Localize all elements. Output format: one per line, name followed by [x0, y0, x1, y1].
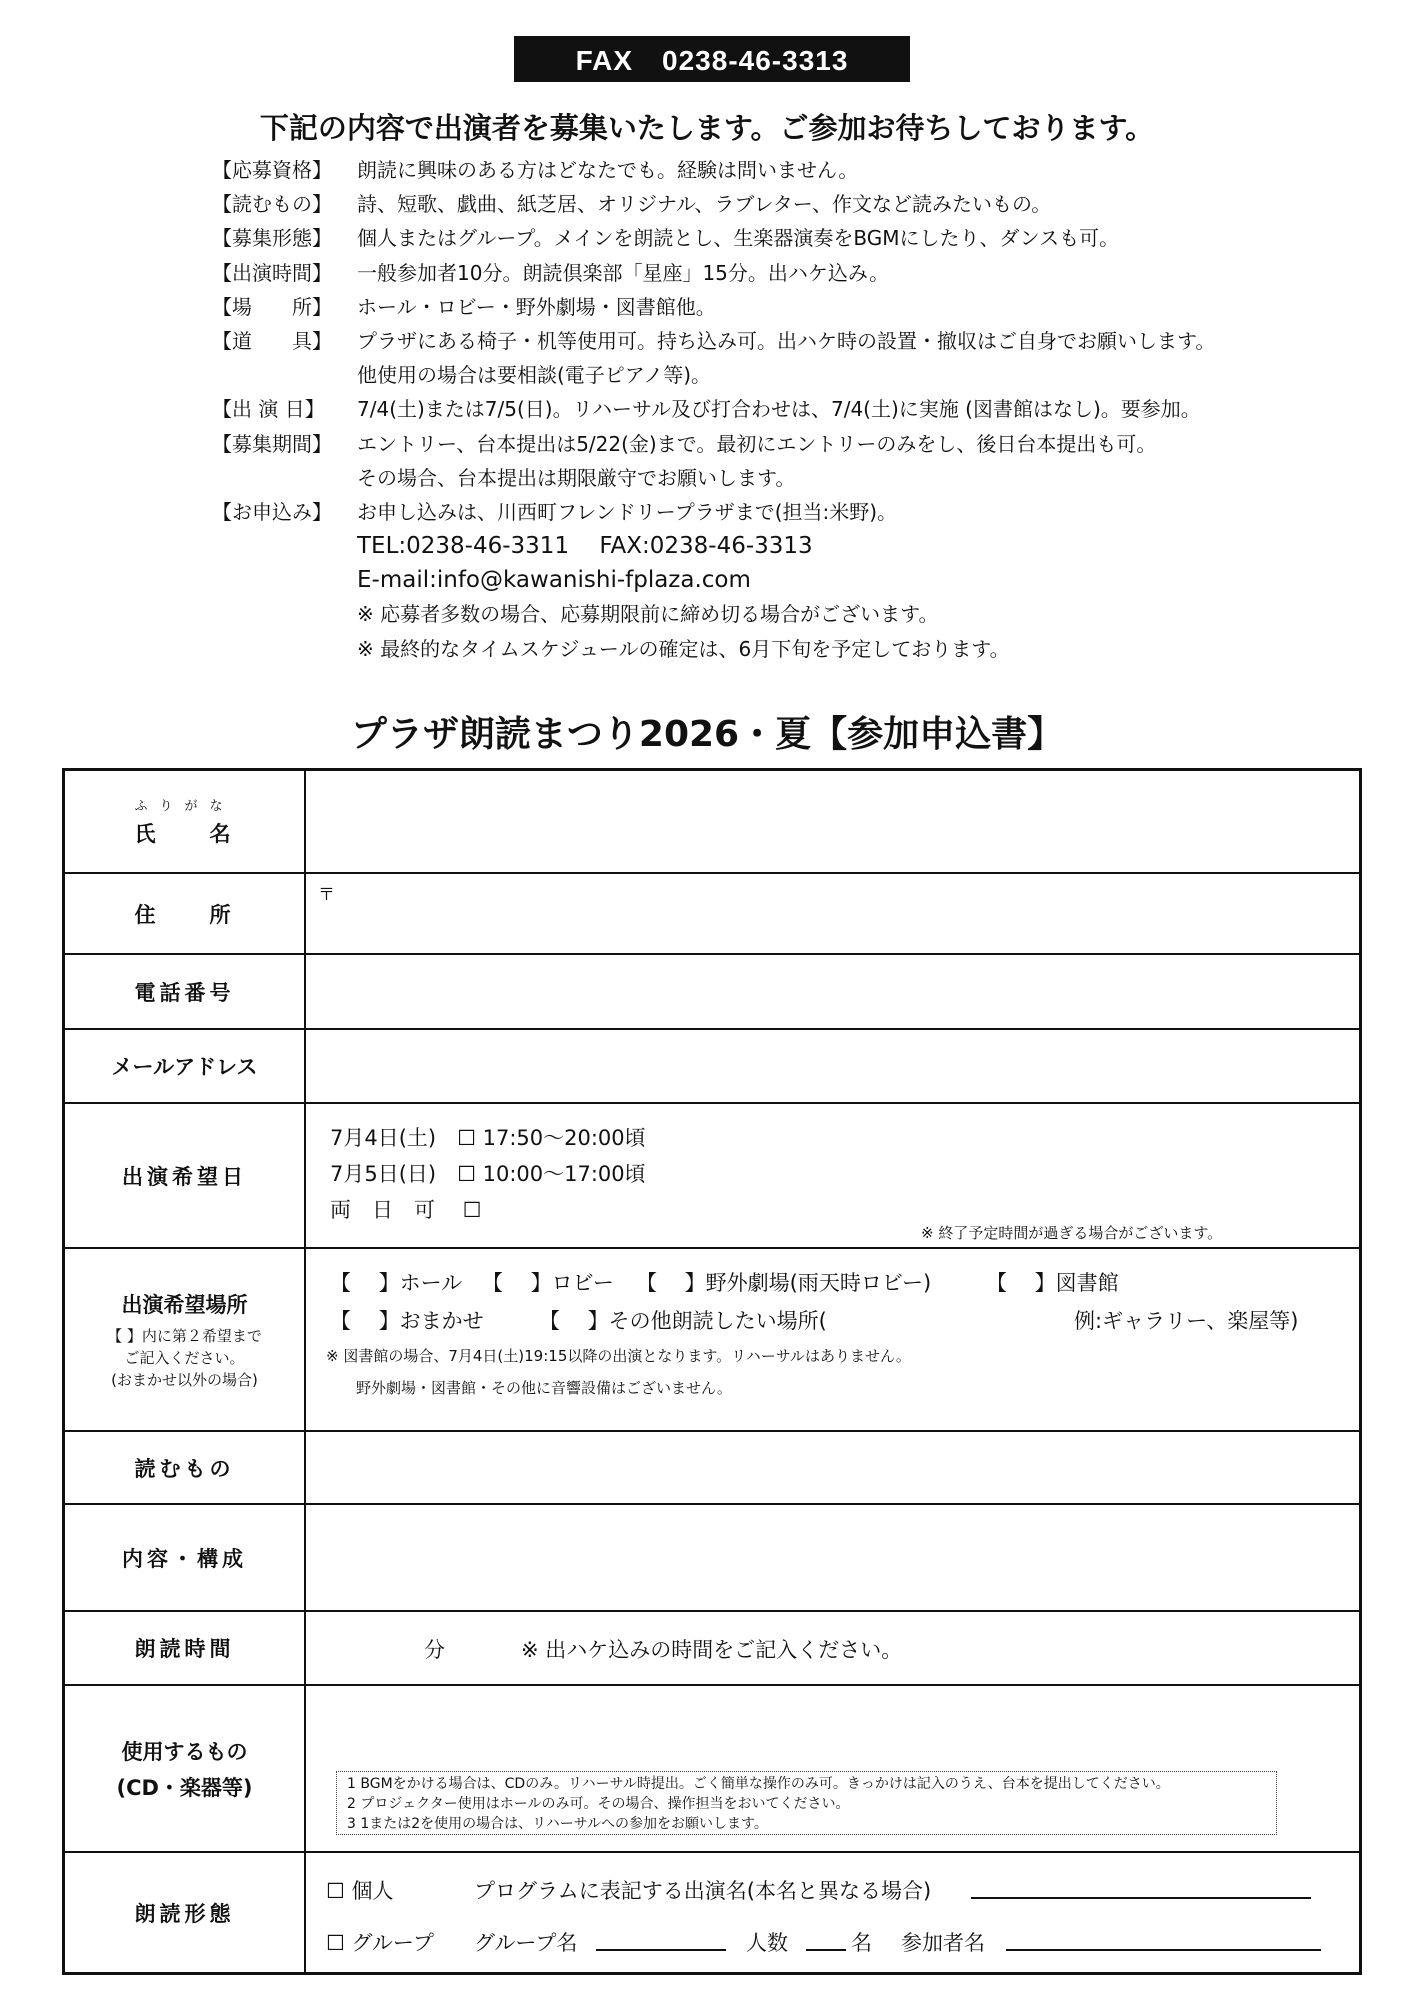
- venue-sub-3: (おまかせ以外の場合): [111, 1370, 258, 1389]
- info-label: [212, 529, 357, 563]
- equipment-note-3: 3 1または2を使用の場合は、リハーサルへの参加をお願いします。: [347, 1816, 768, 1832]
- info-text: E-mail:info@kawanishi-fplaza.com: [357, 567, 751, 594]
- venue-label-cell: [65, 1249, 306, 1432]
- info-line: [212, 461, 1215, 495]
- info-line: [212, 427, 1215, 461]
- info-line: [212, 221, 1215, 255]
- venue-hall[interactable]: 【 】ホール: [330, 1271, 463, 1295]
- style-label: 朗読形態: [65, 1853, 306, 1972]
- time-label: 朗読時間: [65, 1612, 306, 1686]
- info-label: 【場 所】: [212, 294, 332, 319]
- venue-note-1: ※ 図書館の場合、7月4日(土)19:15以降の出演となります。リハーサルはありません。: [326, 1347, 911, 1365]
- time-note: ※ 出ハケ込みの時間をご記入ください。: [521, 1638, 903, 1662]
- count-input[interactable]: [806, 1929, 846, 1951]
- info-text: ※ 最終的なタイムスケジュールの確定は、6月下旬を予定しております。: [357, 636, 1010, 661]
- info-text: エントリー、台本提出は5/22(金)まで。最初にエントリーのみをし、後日台本提出も可。: [357, 431, 1157, 456]
- info-label: [212, 358, 357, 392]
- info-label: 【道 具】: [212, 328, 332, 353]
- equipment-note-1: 1 BGMをかける場合は、CDのみ。リハーサル時提出。ごく簡単な操作のみ可。きっかけは記入のうえ、台本を提出してください。: [347, 1776, 1170, 1792]
- info-label: [212, 563, 357, 597]
- info-text: ※ 応募者多数の場合、応募期限前に締め切る場合がございます。: [357, 602, 939, 627]
- postal-mark: 〒: [318, 885, 335, 905]
- info-text: その場合、台本提出は期限厳守でお願いします。: [357, 465, 796, 490]
- info-label: [212, 597, 357, 631]
- info-line: [212, 563, 1215, 597]
- venue-other[interactable]: 【 】その他朗読したい場所(: [539, 1309, 827, 1333]
- info-line: [212, 187, 1215, 221]
- venue-note-2: 野外劇場・図書館・その他に音響設備はございません。: [356, 1379, 732, 1397]
- info-line: [212, 324, 1215, 358]
- info-text: お申し込みは、川西町フレンドリープラザまで(担当:米野)。: [357, 499, 898, 524]
- venue-options: [306, 1249, 1359, 1432]
- time-field[interactable]: [306, 1612, 1359, 1686]
- equipment-note-2: 2 プロジェクター使用はホールのみ可。その場合、操作担当をおいてください。: [347, 1796, 850, 1812]
- info-line: [212, 529, 1215, 563]
- date-option-jul5[interactable]: 7月5日(日) ☐ 10:00～17:00頃: [330, 1162, 646, 1186]
- name-label: 氏 名: [134, 822, 235, 846]
- info-text: 朗読に興味のある方はどなたでも。経験は問いません。: [357, 158, 859, 182]
- email-field[interactable]: [306, 1030, 1359, 1104]
- info-line: [212, 632, 1215, 666]
- venue-sub-1: 【 】内に第２希望まで: [107, 1326, 262, 1345]
- address-field[interactable]: [306, 874, 1359, 955]
- info-list: [212, 153, 1215, 666]
- info-label: 【お申込み】: [212, 499, 332, 524]
- equipment-sub: (CD・楽器等): [116, 1775, 253, 1800]
- info-line: [212, 597, 1215, 631]
- style-group-checkbox[interactable]: ☐ グループ: [326, 1931, 434, 1955]
- info-label: [212, 632, 357, 666]
- phone-field[interactable]: [306, 955, 1359, 1030]
- program-name-input[interactable]: [971, 1877, 1311, 1899]
- equipment-label: 使用するもの: [121, 1739, 248, 1764]
- name-field[interactable]: [306, 771, 1359, 874]
- info-label: [212, 461, 357, 495]
- date-label: 出演希望日: [65, 1104, 306, 1249]
- equipment-notes-box: [336, 1771, 1277, 1835]
- info-label: 【出 演 日】: [212, 397, 325, 422]
- application-form: [62, 768, 1362, 1975]
- venue-example: 例:ギャラリー、楽屋等): [1074, 1309, 1299, 1333]
- info-line: [212, 495, 1215, 529]
- content-field[interactable]: [306, 1505, 1359, 1612]
- info-label: 【出演時間】: [212, 260, 332, 285]
- info-text: TEL:0238-46-3311 FAX:0238-46-3313: [357, 533, 813, 560]
- info-text: 個人またはグループ。メインを朗読とし、生楽器演奏をBGMにしたり、ダンスも可。: [357, 226, 1120, 251]
- participants-label: 参加者名: [901, 1931, 985, 1955]
- headline: 下記の内容で出演者を募集いたします。ご参加お待ちしております。: [259, 111, 1155, 145]
- venue-library[interactable]: 【 】図書館: [986, 1271, 1119, 1295]
- info-line: [212, 153, 1215, 187]
- info-text: 7/4(土)または7/5(日)。リハーサル及び打合わせは、7/4(土)に実施 (図書館はなし)。要参加。: [357, 397, 1201, 422]
- info-text: 詩、短歌、戯曲、紙芝居、オリジナル、ラブレター、作文など読みたいもの。: [357, 192, 1052, 217]
- group-name-input[interactable]: [596, 1929, 726, 1951]
- info-text: プラザにある椅子・机等使用可。持ち込み可。出ハケ時の設置・撤収はご自身でお願いします。: [357, 328, 1216, 353]
- venue-lobby[interactable]: 【 】ロビー: [482, 1271, 614, 1295]
- name-label-cell: [65, 771, 306, 874]
- venue-sub-2: ご記入ください。: [124, 1348, 245, 1367]
- style-options: [306, 1853, 1359, 1972]
- info-line: [212, 358, 1215, 392]
- time-unit: 分: [424, 1638, 445, 1662]
- date-option-both[interactable]: 両 日 可 ☐: [330, 1198, 482, 1222]
- date-note: ※ 終了予定時間が過ぎる場合がございます。: [921, 1224, 1223, 1242]
- info-label: 【募集期間】: [212, 431, 332, 456]
- info-label: 【読むもの】: [212, 192, 332, 217]
- info-label: 【募集形態】: [212, 226, 332, 251]
- info-text: 一般参加者10分。朗読倶楽部「星座」15分。出ハケ込み。: [357, 260, 890, 285]
- info-text: ホール・ロビー・野外劇場・図書館他。: [357, 294, 716, 319]
- group-name-label: グループ名: [474, 1931, 578, 1955]
- program-name-label: プログラムに表記する出演名(本名と異なる場合): [474, 1879, 932, 1903]
- info-line: [212, 256, 1215, 290]
- fax-banner: FAX 0238-46-3313: [514, 36, 910, 82]
- phone-label: 電話番号: [65, 955, 306, 1030]
- reading-field[interactable]: [306, 1432, 1359, 1505]
- content-label: 内容・構成: [65, 1505, 306, 1612]
- info-line: [212, 290, 1215, 324]
- info-label: 【応募資格】: [212, 158, 332, 182]
- reading-label: 読むもの: [65, 1432, 306, 1505]
- furigana-label: ふりがな: [134, 799, 235, 814]
- form-title: プラザ朗読まつり2026・夏【参加申込書】: [350, 714, 1064, 755]
- date-option-jul4[interactable]: 7月4日(土) ☐ 17:50～20:00頃: [330, 1126, 646, 1150]
- count-label: 人数: [746, 1931, 788, 1955]
- address-label: 住 所: [65, 874, 306, 955]
- venue-label: 出演希望場所: [121, 1292, 248, 1317]
- info-text: 他使用の場合は要相談(電子ピアノ等)。: [357, 363, 712, 388]
- equipment-label-cell: [65, 1686, 306, 1853]
- venue-outdoor[interactable]: 【 】野外劇場(雨天時ロビー): [636, 1271, 932, 1295]
- equipment-field[interactable]: [306, 1686, 1359, 1853]
- style-individual-checkbox[interactable]: ☐ 個人: [326, 1879, 394, 1903]
- venue-omakase[interactable]: 【 】おまかせ: [330, 1309, 484, 1333]
- count-unit: 名: [851, 1931, 872, 1955]
- date-options: [306, 1104, 1359, 1249]
- participants-input[interactable]: [1006, 1929, 1321, 1951]
- info-line: [212, 392, 1215, 426]
- email-label: メールアドレス: [65, 1030, 306, 1104]
